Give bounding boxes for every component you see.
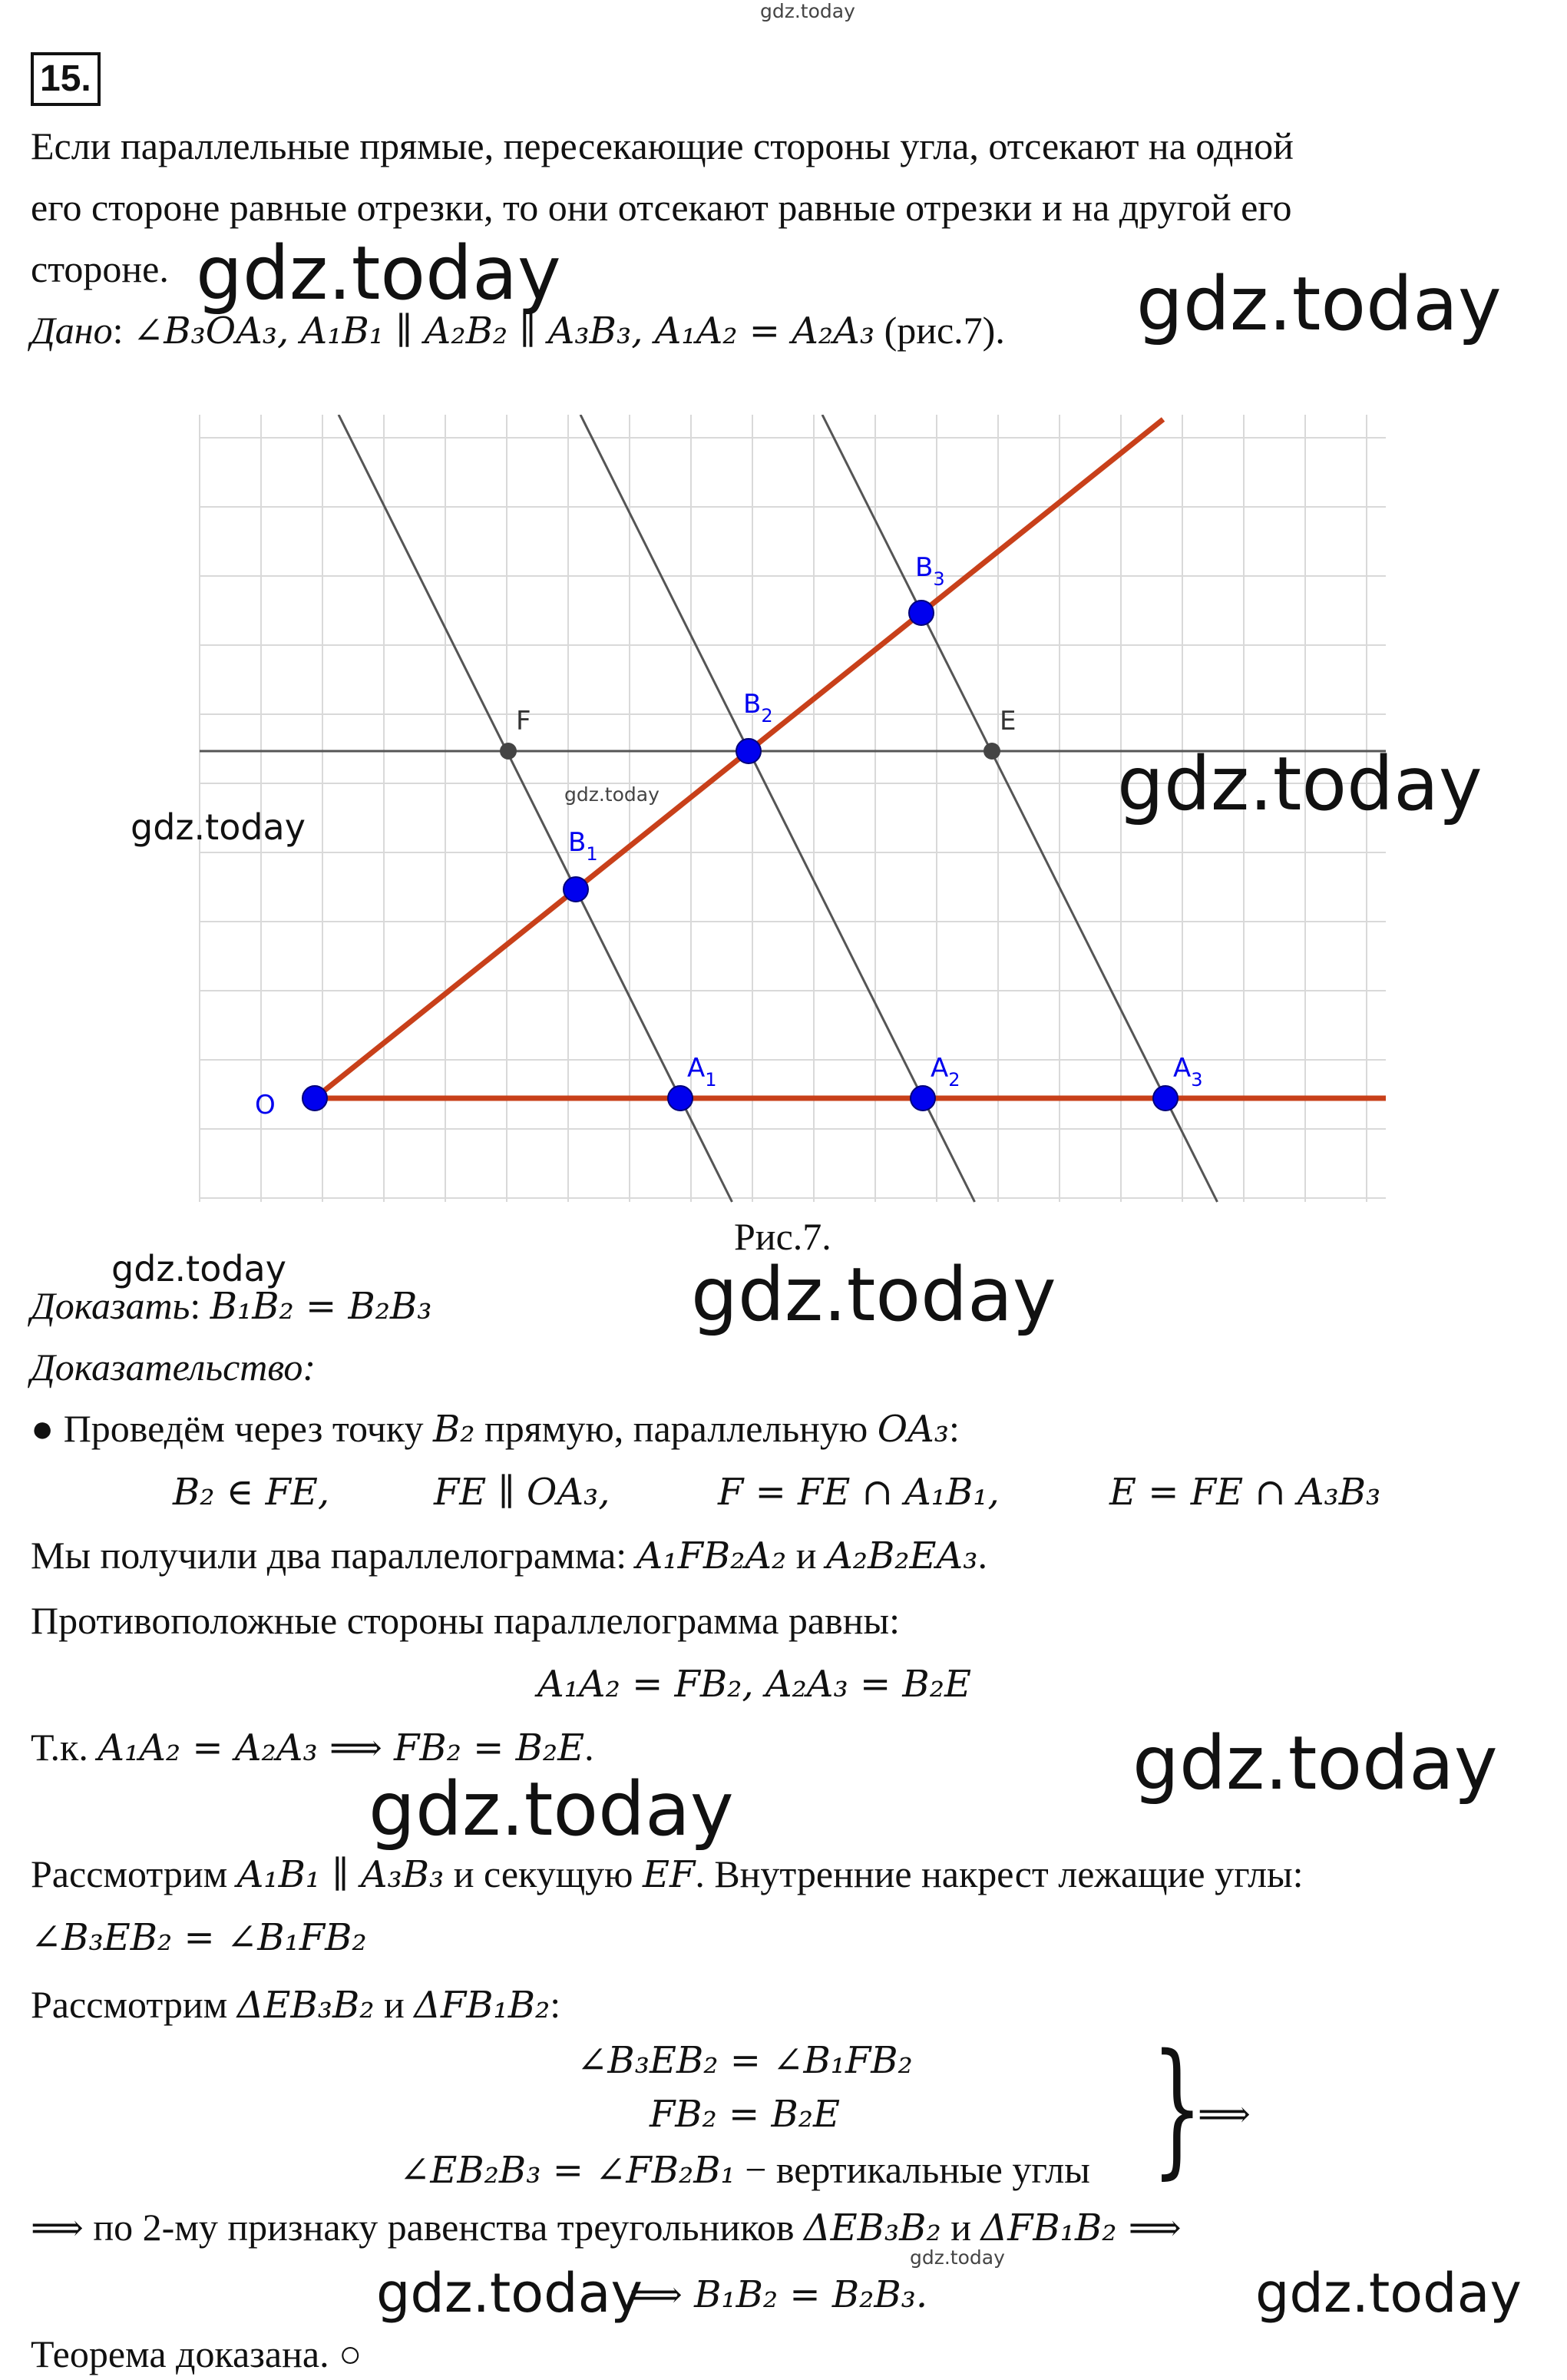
point-o: [302, 1086, 327, 1111]
point-e: [984, 743, 1000, 760]
step-6: [31, 1981, 560, 2028]
step-7: [31, 2204, 1182, 2251]
step-1-text: ● Проведём через точку: [31, 1407, 433, 1450]
system-line-3-text: − вертикальные углы: [735, 2148, 1090, 2191]
conclusion: ⟹ B₁B₂ = B₂B₃.: [630, 2273, 928, 2316]
point-f: [500, 743, 517, 760]
label-a2: $A_2$: [931, 1053, 960, 1091]
step-5-angles: ∠B₃EB₂ = ∠B₁FB₂: [31, 1916, 367, 1959]
step-1-line: OA₃: [877, 1408, 950, 1451]
theorem-line-1: Если параллельные прямые, пересекающие стороны угла, отсекают на одной: [31, 124, 1294, 167]
step-7-text: по 2-му признаку равенства треугольников: [83, 2206, 804, 2249]
theorem-line-3: стороне.: [31, 247, 169, 290]
theorem-line-2: его стороне равные отрезки, то они отсекают равные отрезки и на другой его: [31, 186, 1292, 229]
step-6-end: :: [550, 1983, 561, 2026]
prove-label: Доказать: [31, 1284, 190, 1327]
watermark: gdz.today: [376, 2262, 643, 2325]
given-parallel: A₁B₁ ∥ A₂B₂ ∥ A₃B₃, A₁A₂ = A₂A₃: [300, 309, 875, 353]
equality-system: [322, 2039, 1167, 2200]
watermark: gdz.today: [910, 2246, 1005, 2269]
step-1: [31, 1405, 960, 1452]
label-a1: $A_1$: [687, 1053, 717, 1091]
triangle-1: ΔEB₃B₂: [236, 1984, 375, 2027]
system-line-3-math: ∠EB₂B₃ = ∠FB₂B₁: [399, 2149, 736, 2192]
proof-label-line: Доказательство:: [31, 1346, 316, 1389]
given-line: Дано: ∠B₃OA₃, A₁B₁ ∥ A₂B₂ ∥ A₃B₃, A₁A₂ = A₂A₃ (рис.7).: [31, 309, 1005, 353]
step-7-arrow-2: ⟹: [1116, 2206, 1182, 2249]
step-2-and: и: [786, 1534, 827, 1577]
system-line-2: FB₂ = B₂E: [649, 2093, 841, 2136]
triangle-2: ΔFB₁B₂: [414, 1984, 550, 2027]
figure-caption: Рис.7.: [734, 1215, 831, 1258]
step-7-triangle-2: ΔFB₁B₂: [980, 2206, 1117, 2249]
angle-symbol: ∠: [133, 309, 164, 353]
step-1-math-a: B₂ ∈ FE,: [173, 1471, 330, 1514]
step-4-math: A₁A₂ = A₂A₃ ⟹ FB₂ = B₂E: [98, 1726, 585, 1769]
watermark: gdz.today: [1132, 1720, 1498, 1806]
label-b2: $B_2$: [743, 689, 773, 727]
watermark: gdz.today: [111, 1248, 286, 1289]
parallelogram-1: A₁FB₂A₂: [636, 1534, 787, 1577]
step-1-text2: прямую, параллельную: [474, 1407, 878, 1450]
step-1-math-c: F = FE ∩ A₁B₁,: [718, 1471, 1000, 1514]
step-7-and: и: [941, 2206, 981, 2249]
step-2-text: Мы получили два параллелограмма:: [31, 1534, 636, 1577]
watermark: gdz.today: [131, 806, 306, 848]
watermark: gdz.today: [691, 1252, 1056, 1338]
system-line-3: [322, 2147, 1167, 2200]
parallelogram-2: A₂B₂EA₃: [826, 1534, 978, 1577]
step-6-text: Рассмотрим: [31, 1983, 237, 2026]
prove-line: Доказать: B₁B₂ = B₂B₃: [31, 1284, 432, 1328]
point-b2: [736, 739, 761, 763]
point-a2: [911, 1086, 935, 1111]
step-5-text3: . Внутренние накрест лежащие углы:: [695, 1852, 1304, 1895]
prove-statement: B₁B₂ = B₂B₃: [210, 1285, 432, 1328]
step-5-text: Рассмотрим: [31, 1852, 237, 1895]
header-watermark: gdz.today: [760, 0, 855, 22]
label-a3: $A_3$: [1173, 1053, 1203, 1091]
step-5-line: EF: [642, 1853, 696, 1896]
step-3-math: A₁A₂ = FB₂, A₂A₃ = B₂E: [537, 1663, 971, 1706]
watermark: gdz.today: [196, 230, 561, 316]
watermark: gdz.today: [1117, 741, 1483, 827]
proof-label: Доказательство: [31, 1346, 303, 1389]
parallel-line-2: [580, 415, 975, 1202]
point-a3: [1153, 1086, 1178, 1111]
proof-end: Теорема доказана. ○: [31, 2332, 362, 2375]
step-2-end: .: [977, 1534, 987, 1577]
step-1-math-b: FE ∥ OA₃,: [434, 1471, 610, 1514]
step-1-math-d: E = FE ∩ A₃B₃: [1109, 1471, 1381, 1514]
label-e: E: [1000, 706, 1017, 737]
point-a1: [668, 1086, 693, 1111]
given-label: Дано: [31, 309, 113, 352]
step-5-text2: и секущую: [444, 1852, 643, 1895]
step-6-and: и: [374, 1983, 415, 2026]
watermark: gdz.today: [564, 783, 660, 806]
label-o: O: [255, 1090, 276, 1120]
step-4-end: .: [584, 1726, 594, 1769]
step-4-prefix: Т.к.: [31, 1726, 98, 1769]
step-2: [31, 1532, 987, 1579]
system-implies: ⟹: [1198, 2093, 1251, 2136]
watermark: gdz.today: [369, 1766, 734, 1852]
step-1-point: B₂: [432, 1408, 475, 1451]
system-line-1: ∠B₃EB₂ = ∠B₁FB₂: [577, 2039, 913, 2082]
problem-number: 15.: [31, 52, 101, 106]
watermark: gdz.today: [1255, 2262, 1522, 2325]
label-b1: $B_1$: [568, 827, 598, 865]
figure-points: [302, 601, 1178, 1111]
step-1-tail: :: [949, 1407, 960, 1450]
label-b3: $B_3$: [915, 552, 945, 590]
step-7-arrow: ⟹: [31, 2206, 84, 2249]
given-figure-ref: (рис.7).: [884, 309, 1005, 352]
given-angle: B₃OA₃,: [164, 309, 301, 353]
step-3: Противоположные стороны параллелограмма равны:: [31, 1599, 900, 1642]
label-f: F: [516, 706, 531, 737]
system-brace: }: [1152, 2023, 1203, 2193]
step-5: [31, 1851, 1304, 1898]
step-4: [31, 1724, 594, 1771]
point-b1: [564, 877, 588, 902]
point-b3: [909, 601, 934, 625]
step-7-triangle-1: ΔEB₃B₂: [803, 2206, 941, 2249]
step-5-math: A₁B₁ ∥ A₃B₃: [236, 1853, 445, 1896]
watermark: gdz.today: [1136, 261, 1502, 347]
